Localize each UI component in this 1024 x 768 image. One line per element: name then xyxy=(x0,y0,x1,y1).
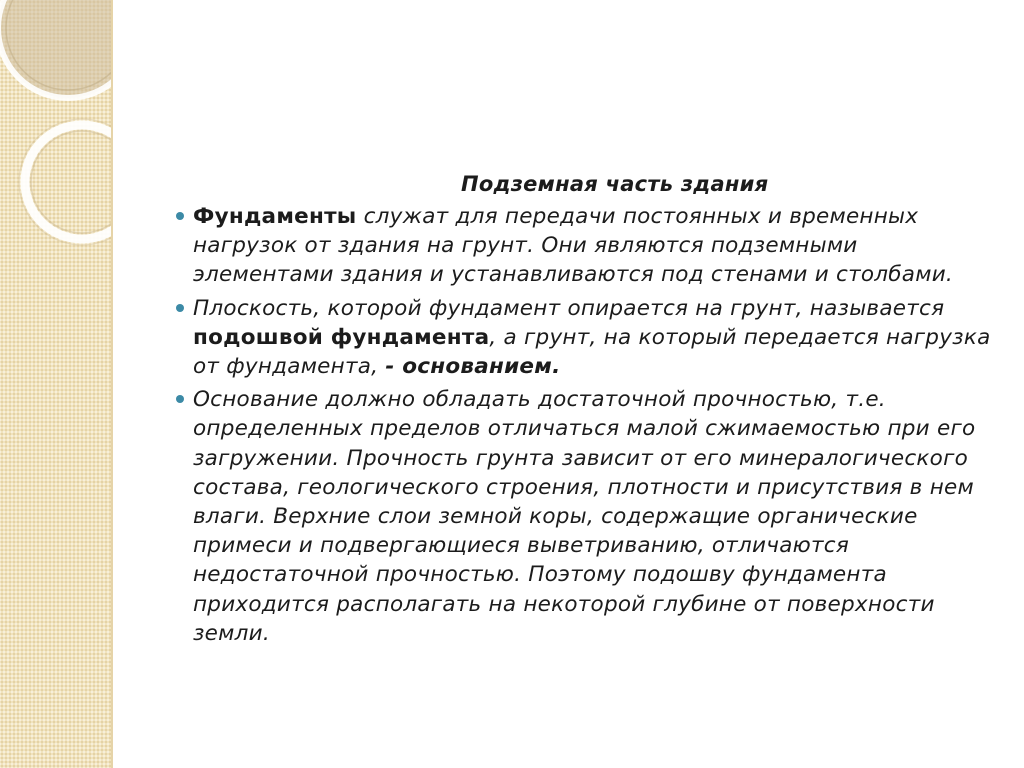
term-foundations: Фундаменты xyxy=(193,204,357,229)
bullet-list xyxy=(176,202,996,648)
term-base: - основанием. xyxy=(385,354,561,380)
term-foundation-sole: подошвой фундамента xyxy=(193,324,490,350)
bullet-dot-icon xyxy=(176,395,184,403)
slide-title: Подземная часть здания xyxy=(461,172,769,196)
bullet-item xyxy=(176,385,996,648)
ring-decoration-icon xyxy=(0,0,113,260)
bullet-dot-icon xyxy=(176,212,184,220)
bullet-item xyxy=(176,202,996,290)
bullet-text: служат для передачи постоянных и временных нагрузок от здания на грунт. Они являются подземными элементами здания и устанавливаются под стенами и столбами. xyxy=(193,204,953,288)
bullet-item xyxy=(176,294,996,382)
decorative-sidebar xyxy=(0,0,113,768)
bullet-dot-icon xyxy=(176,304,184,312)
slide-content xyxy=(176,170,996,652)
bullet-text: Основание должно обладать достаточной прочностью, т.е. определенных пределов отличаться малой сжимаемостью при его загружении. Прочность грунта зависит от его минералогического состава, геологического строения, плотности и присутствия в нем влаги. Верхние слои земной коры, содержащие органические примеси и подвергающиеся выветриванию, отличаются недостаточной прочностью. Поэтому подошву фундамента приходится располагать на некоторой глубине от поверхности земли. xyxy=(193,387,976,646)
sidebar-edge xyxy=(111,0,113,768)
bullet-text: Плоскость, которой фундамент опирается на грунт, называется xyxy=(193,295,945,321)
bullet-text: , а грунт, на который передается нагрузка от фундамента, xyxy=(193,324,991,380)
